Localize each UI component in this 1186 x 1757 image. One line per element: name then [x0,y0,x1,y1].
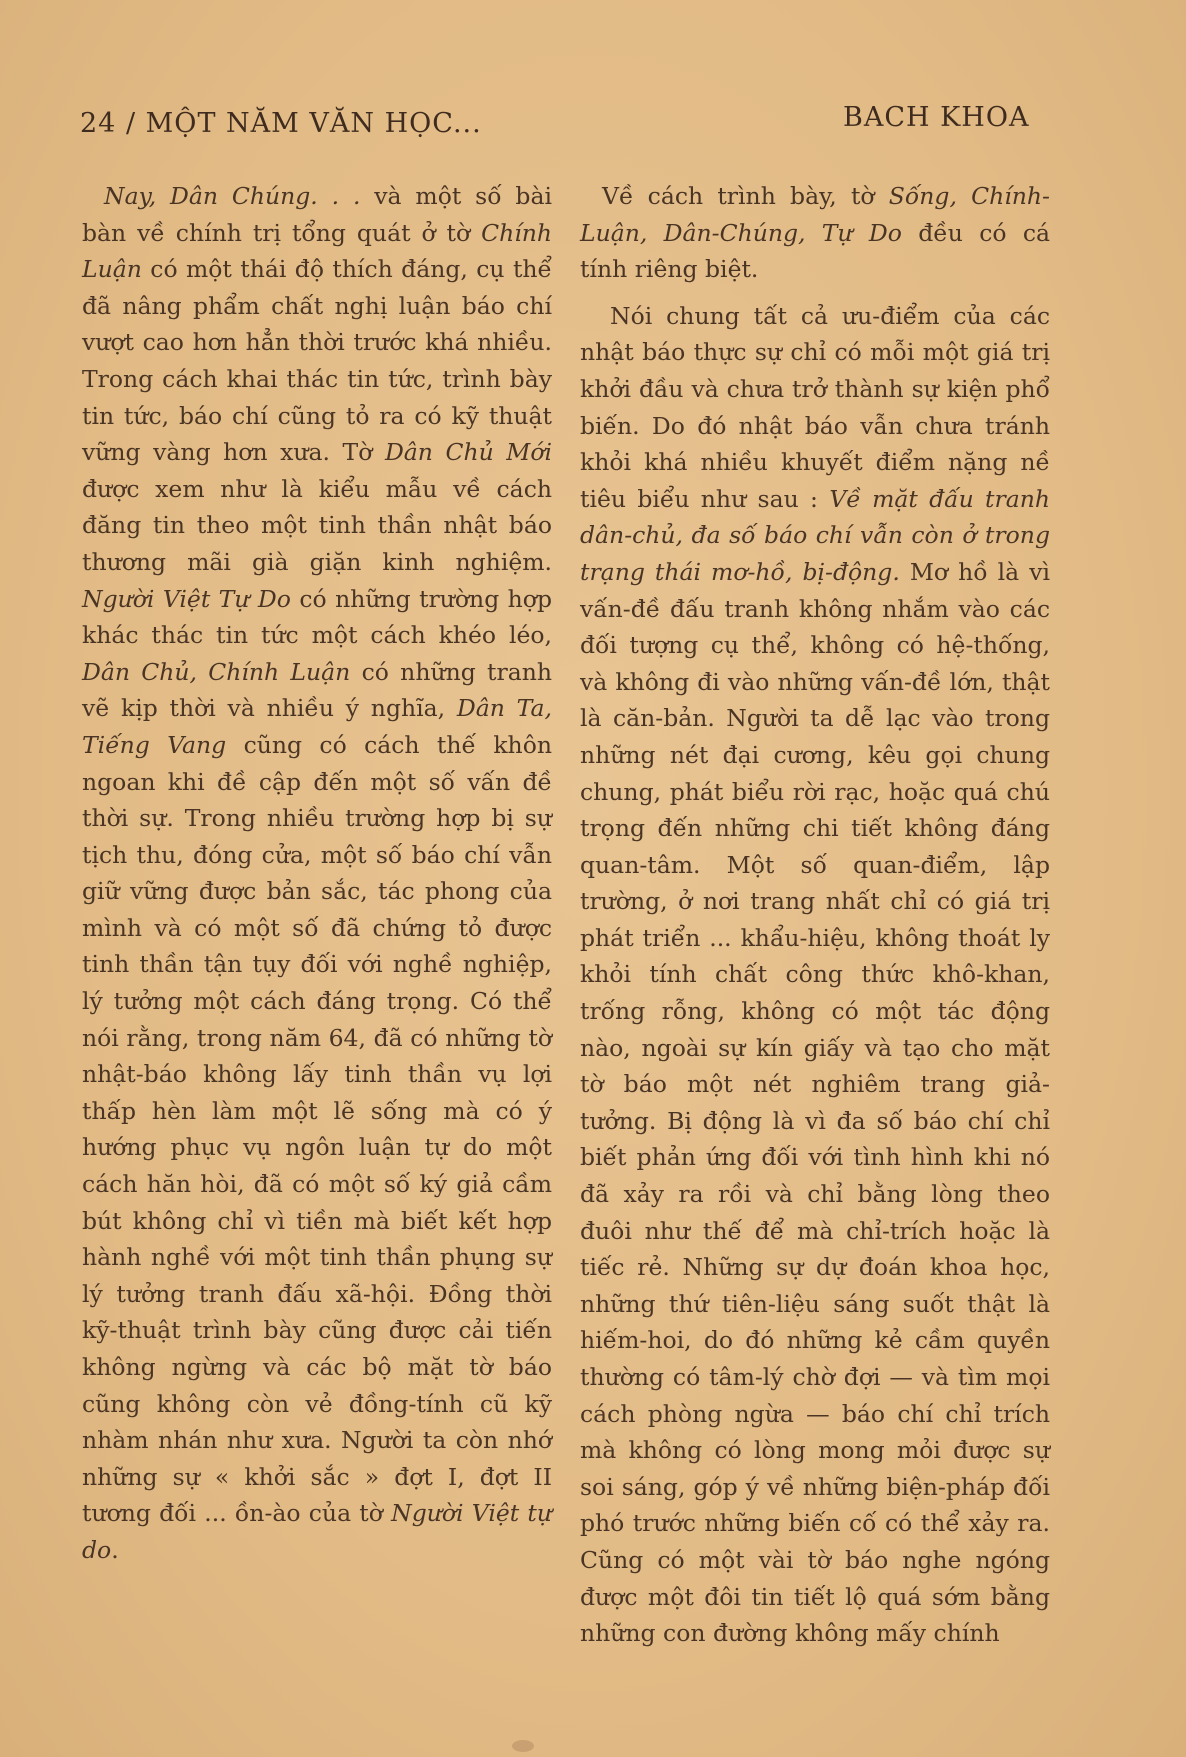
italic-title-run: Chính Luận [82,218,552,284]
italic-title-run: Dân Chủ Mới [384,438,553,467]
text-run: có những trường hợp khác thác tin tức một cách khéo léo, [82,584,552,650]
italic-title-run: Nay, Dân Chúng. . . [104,182,361,210]
page-number: 24 [80,108,117,139]
right-paragraph-1 [580,178,1050,288]
right-paragraph-2 [580,298,1050,1652]
text-run: có những tranh vẽ kịp thời và nhiều ý nghĩa, [82,657,553,723]
running-header [80,102,1046,148]
italic-title-run: Sống, Chính-Luận, Dân-Chúng, Tự Do [580,182,1050,247]
section-title: MỘT NĂM VĂN HỌC... [145,108,482,139]
left-column [82,178,552,1569]
italic-title-run: Người Việt Tự Do [82,584,291,613]
right-column [580,178,1050,1652]
text-run: được xem như là kiểu mẫu về cách đăng tin theo một tinh thần nhật báo thương mãi già giặn kinh nghiệm. [82,474,552,576]
text-run: Mơ hồ là vì vấn-đề đấu tranh không nhắm vào các đối tượng cụ thể, không có hệ-thống, và không đi vào những vấn-đề lớn, thật là căn-bản. Người ta dễ lạc vào trong những nét đại cương, kêu gọi chung chung, phát biểu rời rạc, hoặc quá chú trọng đến những chi tiết không đáng quan-tâm. Một số quan-điểm, lập trường, ở nơi trang nhất chỉ có giá trị phát triển ... khẩu-hiệu, không thoát ly khỏi tính chất công thức khô-khan, trống rỗng, không có một tác động nào, ngoài sự kín giấy và tạo cho mặt tờ báo một nét nghiêm trang giả-tưởng. Bị động là vì đa số báo chí chỉ biết phản ứng đối với tình hình khi nó đã xảy ra rồi và chỉ bằng lòng theo đuôi như thế để mà chỉ-trích hoặc là tiếc rẻ. Những sự dự đoán khoa học, những thứ tiên-liệu sáng suốt thật là hiếm-hoi, do đó những kẻ cầm quyền thường có tâm-lý chờ đợi — và tìm mọi cách phòng ngừa — báo chí chỉ trích mà không có lòng mong mỏi được sự soi sáng, góp ý về những biện-pháp đối phó trước những biến cố có thể xảy ra. Cũng có một vài tờ báo nghe ngóng được một đôi tin tiết lộ quá sớm bằng những con đường không mấy chính [580,557,1051,1648]
text-run: . [111,1535,119,1564]
text-run: đều có cá tính riêng biệt. [580,218,1050,284]
italic-title-run: Dân Chủ, Chính Luận [82,657,351,686]
text-run: và một số bài bàn về chính trị tổng quát ở tờ [82,182,552,247]
italic-title-run: Người Việt tự do [82,1499,552,1564]
paper-stain [512,1740,534,1752]
header-separator: / [125,108,137,139]
text-run: cũng có cách thế khôn ngoan khi đề cập đến một số vấn đề thời sự. Trong nhiều trường hợp bị sự tịch thu, đóng cửa, một số báo chí vẫn giữ vững được bản sắc, tác phong của mình và có một số đã chứng tỏ được tinh thần tận tụy đối với nghề nghiệp, lý tưởng một cách đáng trọng. Có thể nói rằng, trong năm 64, đã có những tờ nhật-báo không lấy tinh thần vụ lợi thấp hèn làm một lẽ sống mà có ý hướng phục vụ ngôn luận tự do một cách hăn hòi, đã có một số ký giả cầm bút không chỉ vì tiền mà biết kết hợp hành nghề với một tinh thần phụng sự lý tưởng tranh đấu xã-hội. Đồng thời kỹ-thuật trình bày cũng được cải tiến không ngừng và các bộ mặt tờ báo cũng không còn vẻ đồng-tính cũ kỹ nhàm nhán như xưa. Người ta còn nhớ những sự « khởi sắc » đợt I, đợt II tương đối ... ồn-ào của tờ [82,730,552,1528]
text-run: Về cách trình bày, tờ [602,182,889,210]
italic-title-run: Về mặt đấu tranh dân-chủ, đa số báo chí vẫn còn ở trong trạng thái mơ-hồ, bị-động. [580,484,1050,586]
italic-title-run: Dân Ta, Tiếng Vang [82,694,552,759]
magazine-name: BACH KHOA [843,102,1030,133]
text-run: có một thái độ thích đáng, cụ thể đã nâng phẩm chất nghị luận báo chí vượt cao hơn hẳn thời trước khá nhiều. Trong cách khai thác tin tức, trình bày tin tức, báo chí cũng tỏ ra có kỹ thuật vững vàng hơn xưa. Tờ [82,255,552,467]
text-run: Nói chung tất cả ưu-điểm của các nhật báo thực sự chỉ có mỗi một giá trị khởi đầu và chưa trở thành sự kiện phổ biến. Do đó nhật báo vẫn chưa tránh khỏi khá nhiều khuyết điểm nặng nề tiêu biểu như sau : [580,301,1050,513]
left-paragraph [82,178,552,1569]
header-left [80,108,482,139]
